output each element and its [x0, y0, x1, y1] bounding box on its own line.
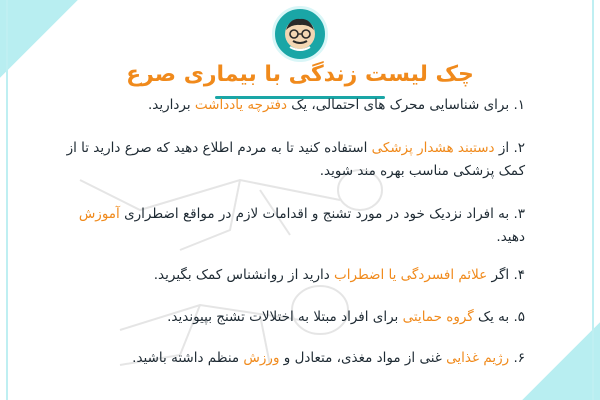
list-item-5: [60, 306, 525, 329]
item-text: غنی از مواد مغذی، متعادل و: [279, 350, 447, 366]
item-highlight: گروه حمایتی: [402, 309, 474, 325]
list-item-4: [60, 264, 525, 287]
side-border-right: [592, 0, 594, 400]
list-item-2: [60, 137, 525, 183]
item-text: به یک: [473, 309, 510, 325]
item-text: دهید.: [496, 229, 525, 245]
item-text: دارید از روانشناس کمک بگیرید.: [153, 267, 335, 283]
item-highlight: رژیم غذایی: [446, 350, 510, 366]
side-border-left: [6, 0, 8, 400]
item-number: ۴.: [513, 267, 525, 283]
item-number: ۳.: [513, 206, 525, 222]
item-highlight: ورزش: [243, 350, 280, 366]
item-text: استفاده کنید تا به مردم اطلاع دهید که صرع دارید تا از کمک پزشکی مناسب بهره مند شوید.: [66, 140, 525, 179]
item-text: بردارید.: [148, 97, 195, 113]
item-text: برای شناسایی محرک های احتمالی، یک: [287, 97, 510, 113]
list-item-3: [60, 203, 525, 249]
corner-accent-bottom-right: [522, 322, 600, 400]
item-number: ۶.: [513, 350, 525, 366]
list-item-6: [60, 347, 525, 370]
item-number: ۵.: [513, 309, 525, 325]
brand-logo: [272, 6, 328, 62]
item-highlight: علائم افسردگی یا اضطراب: [334, 267, 488, 283]
item-text: از: [494, 140, 510, 156]
item-highlight: آموزش: [78, 206, 120, 222]
item-text: به افراد نزدیک خود در مورد تشنج و اقدامات لازم در مواقع اضطراری: [119, 206, 510, 222]
page-title: چک لیست زندگی با بیماری صرع: [126, 62, 474, 87]
item-highlight: دستبند هشدار پزشکی: [371, 140, 495, 156]
item-number: ۱.: [513, 97, 525, 113]
item-highlight: دفترچه یادداشت: [194, 97, 287, 113]
item-text: منظم داشته باشید.: [132, 350, 244, 366]
item-number: ۲.: [513, 140, 525, 156]
item-text: اگر: [487, 267, 510, 283]
doctor-mascot-icon: [280, 14, 320, 54]
item-text: برای افراد مبتلا به اختلالات تشنج بپیوندید.: [167, 309, 403, 325]
list-item-1: [60, 94, 525, 117]
